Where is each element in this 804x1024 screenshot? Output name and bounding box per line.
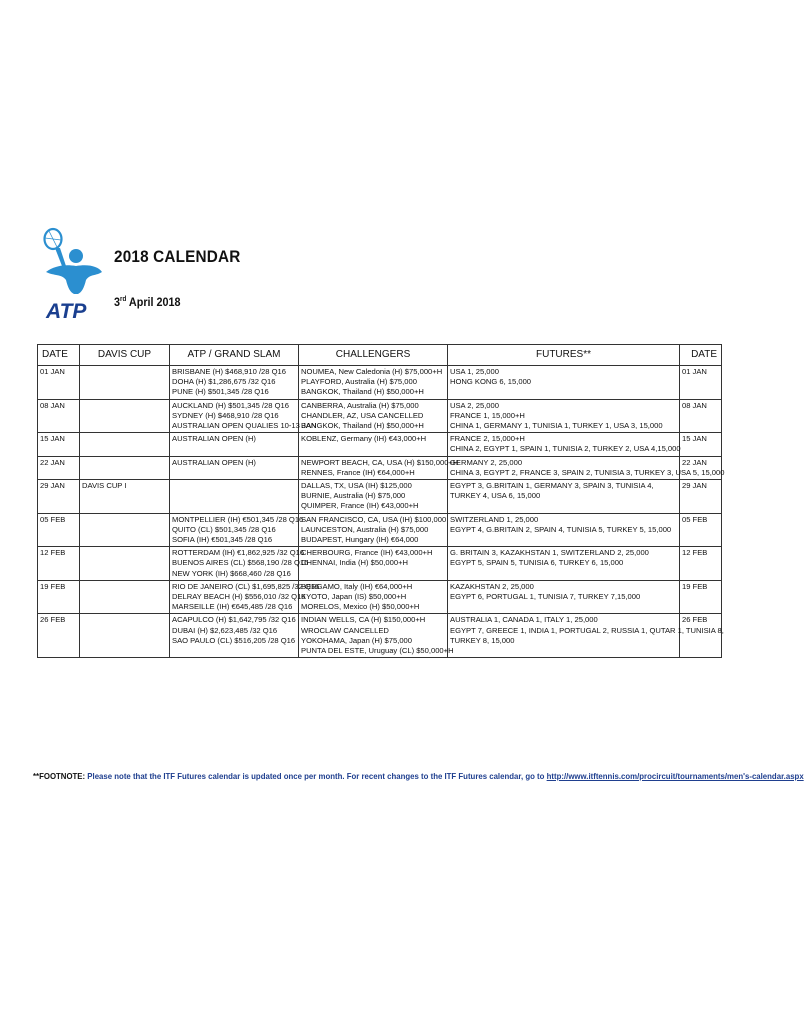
cell-davis-cup-line: DAVIS CUP I <box>82 481 127 491</box>
cell-atp-grand-slam-line: ROTTERDAM (IH) €1,862,925 /32 Q16 <box>172 548 305 558</box>
cell-davis-cup <box>80 513 170 547</box>
cell-challengers <box>299 433 448 456</box>
cell-futures <box>448 433 680 456</box>
cell-atp-grand-slam <box>170 433 299 456</box>
cell-futures-line: USA 1, 25,000 <box>450 367 499 376</box>
cell-futures-line: EGYPT 7, GREECE 1, INDIA 1, PORTUGAL 2, RUSSIA 1, QUTAR 1, TUNISIA 8, <box>450 625 724 635</box>
cell-atp-grand-slam-line: AUSTRALIAN OPEN QUALIES 10-13 JAN <box>172 421 317 431</box>
footnote <box>33 771 804 781</box>
cell-challengers-line: DALLAS, TX, USA (IH) $125,000 <box>301 481 412 491</box>
atp-logo-text: ATP <box>46 300 87 323</box>
cell-atp-grand-slam-line: DELRAY BEACH (H) $556,010 /32 Q16 <box>172 592 306 602</box>
cell-date-right: 29 JAN <box>680 480 722 514</box>
cell-date-right: 15 JAN <box>680 433 722 456</box>
cell-futures-line: CHINA 3, EGYPT 2, FRANCE 3, SPAIN 2, TUNISIA 3, TURKEY 3, USA 5, 15,000 <box>450 467 725 477</box>
table-header-row <box>38 345 722 366</box>
cell-date-right: 22 JAN <box>680 456 722 479</box>
cell-futures-line: TURKEY 4, USA 6, 15,000 <box>450 491 541 501</box>
cell-challengers-line: PLAYFORD, Australia (H) $75,000 <box>301 377 417 387</box>
table-row <box>38 614 722 658</box>
col-header-date: DATE <box>38 345 80 366</box>
date-rest: April 2018 <box>126 295 181 309</box>
cell-date: 26 FEB <box>38 614 80 658</box>
cell-challengers-line: SAN FRANCISCO, CA, USA (IH) $100,000 <box>301 514 447 524</box>
cell-atp-grand-slam-line: NEW YORK (IH) $668,460 /28 Q16 <box>172 568 291 578</box>
cell-challengers-line: RENNES, France (IH) €64,000+H <box>301 467 415 477</box>
cell-challengers-line: QUIMPER, France (IH) €43,000+H <box>301 501 419 511</box>
page-title: 2018 CALENDAR <box>114 247 241 266</box>
cell-futures-line: G. BRITAIN 3, KAZAKHSTAN 1, SWITZERLAND 2, 25,000 <box>450 548 649 558</box>
cell-challengers-line: MORELOS, Mexico (H) $50,000+H <box>301 602 420 612</box>
cell-challengers <box>299 547 448 581</box>
table-row <box>38 366 722 400</box>
cell-date: 01 JAN <box>38 366 80 400</box>
cell-challengers-line: BUDAPEST, Hungary (IH) €64,000 <box>301 535 419 545</box>
cell-challengers-line: WROCLAW CANCELLED <box>301 625 389 635</box>
cell-challengers-line: CHENNAI, India (H) $50,000+H <box>301 558 408 568</box>
cell-atp-grand-slam-line: DOHA (H) $1,286,675 /32 Q16 <box>172 377 276 387</box>
cell-futures-line: CHINA 2, EGYPT 1, SPAIN 1, TUNISIA 2, TURKEY 2, USA 4,15,000 <box>450 444 681 454</box>
col-header-atp-grand-slam: ATP / GRAND SLAM <box>170 345 299 366</box>
cell-atp-grand-slam <box>170 366 299 400</box>
cell-atp-grand-slam-line: MONTPELLIER (IH) €501,345 /28 Q16 <box>172 514 304 524</box>
cell-challengers-line: KYOTO, Japan (IS) $50,000+H <box>301 592 407 602</box>
cell-atp-grand-slam <box>170 480 299 514</box>
calendar-table <box>37 344 725 658</box>
cell-futures <box>448 547 680 581</box>
cell-davis-cup <box>80 366 170 400</box>
cell-atp-grand-slam <box>170 614 299 658</box>
footnote-label: **FOOTNOTE: <box>33 771 86 781</box>
date-suffix: rd <box>120 296 127 303</box>
cell-challengers-line: LAUNCESTON, Australia (H) $75,000 <box>301 524 429 534</box>
cell-date: 05 FEB <box>38 513 80 547</box>
cell-atp-grand-slam-line: AUSTRALIAN OPEN (H) <box>172 457 256 467</box>
table-row <box>38 480 722 514</box>
cell-date-right: 01 JAN <box>680 366 722 400</box>
cell-challengers <box>299 614 454 658</box>
cell-futures-line: SWITZERLAND 1, 25,000 <box>450 514 539 524</box>
cell-challengers-line: YOKOHAMA, Japan (H) $75,000 <box>301 635 413 645</box>
col-header-davis-cup: DAVIS CUP <box>80 345 170 366</box>
cell-davis-cup <box>80 399 170 433</box>
cell-atp-grand-slam-line: BRISBANE (H) $468,910 /28 Q16 <box>172 367 286 376</box>
cell-futures-line: EGYPT 3, G.BRITAIN 1, GERMANY 3, SPAIN 3, TUNISIA 4, <box>450 481 654 491</box>
cell-date-right: 26 FEB <box>680 614 722 658</box>
cell-futures-line: FRANCE 2, 15,000+H <box>450 434 525 444</box>
cell-davis-cup <box>80 580 170 614</box>
cell-challengers-line: INDIAN WELLS, CA (H) $150,000+H <box>301 615 426 625</box>
tennis-player-icon <box>45 229 103 294</box>
cell-challengers <box>299 399 448 433</box>
cell-futures <box>448 580 680 614</box>
calendar-body <box>38 366 725 658</box>
col-header-challengers: CHALLENGERS <box>299 345 448 366</box>
itf-calendar-link[interactable]: http://www.itftennis.com/procircuit/tournaments/men's-calendar.aspx <box>546 771 804 781</box>
table-row <box>38 580 722 614</box>
cell-atp-grand-slam <box>170 513 304 547</box>
cell-futures-line: KAZAKHSTAN 2, 25,000 <box>450 581 534 591</box>
cell-atp-grand-slam-line: DUBAI (H) $2,623,485 /32 Q16 <box>172 625 278 635</box>
cell-futures-line: GERMANY 2, 25,000 <box>450 457 523 467</box>
cell-atp-grand-slam-line: ACAPULCO (H) $1,642,795 /32 Q16 <box>172 615 296 625</box>
cell-futures-line: EGYPT 5, SPAIN 5, TUNISIA 6, TURKEY 6, 15,000 <box>450 558 624 568</box>
cell-futures <box>448 366 680 400</box>
cell-atp-grand-slam-line: PUNE (H) $501,345 /28 Q16 <box>172 387 269 397</box>
cell-challengers <box>299 366 448 400</box>
cell-futures <box>448 513 680 547</box>
cell-futures-line: FRANCE 1, 15,000+H <box>450 410 525 420</box>
table-row <box>38 399 722 433</box>
cell-futures-line: EGYPT 4, G.BRITAIN 2, SPAIN 4, TUNISIA 5, TURKEY 5, 15,000 <box>450 524 672 534</box>
table-row <box>38 433 722 456</box>
table-row <box>38 456 722 479</box>
cell-challengers-line: NOUMEA, New Caledonia (H) $75,000+H <box>301 367 443 376</box>
cell-challengers-line: BANGKOK, Thailand (H) $50,000+H <box>301 421 424 431</box>
cell-davis-cup <box>80 614 170 658</box>
date-day: 3 <box>114 295 121 309</box>
cell-date: 19 FEB <box>38 580 80 614</box>
page-date <box>114 295 181 309</box>
cell-challengers <box>299 480 448 514</box>
cell-date-right: 12 FEB <box>680 547 722 581</box>
cell-date-right: 05 FEB <box>680 513 722 547</box>
cell-atp-grand-slam-line: SOFIA (IH) €501,345 /28 Q16 <box>172 535 273 545</box>
cell-challengers-line: KOBLENZ, Germany (IH) €43,000+H <box>301 434 427 444</box>
cell-date-right: 08 JAN <box>680 399 722 433</box>
cell-atp-grand-slam-line: MARSEILLE (IH) €645,485 /28 Q16 <box>172 602 293 612</box>
cell-date-right: 19 FEB <box>680 580 722 614</box>
cell-atp-grand-slam <box>170 399 317 433</box>
cell-challengers-line: BANGKOK, Thailand (H) $50,000+H <box>301 387 424 397</box>
cell-atp-grand-slam-line: QUITO (CL) $501,345 /28 Q16 <box>172 524 276 534</box>
cell-futures-line: AUSTRALIA 1, CANADA 1, ITALY 1, 25,000 <box>450 615 598 625</box>
cell-challengers-line: PUNTA DEL ESTE, Uruguay (CL) $50,000+H <box>301 646 454 656</box>
cell-challengers <box>299 513 448 547</box>
cell-futures <box>448 480 680 514</box>
cell-futures-line: EGYPT 6, PORTUGAL 1, TUNISIA 7, TURKEY 7,15,000 <box>450 592 641 602</box>
cell-atp-grand-slam-line: RIO DE JANEIRO (CL) $1,695,825 /32 Q16 <box>172 581 320 591</box>
cell-challengers-line: CANBERRA, Australia (H) $75,000 <box>301 400 419 410</box>
table-row <box>38 547 722 581</box>
col-header-futures: FUTURES** <box>448 345 680 366</box>
footnote-text: Please note that the ITF Futures calendar is updated once per month. For recent changes to the ITF Futures calendar, go to <box>85 771 547 781</box>
cell-davis-cup <box>80 433 170 456</box>
cell-atp-grand-slam-line: AUCKLAND (H) $501,345 /28 Q16 <box>172 400 289 410</box>
cell-challengers-line: BURNIE, Australia (H) $75,000 <box>301 491 406 501</box>
cell-challengers-line: BERGAMO, Italy (IH) €64,000+H <box>301 581 413 591</box>
cell-date: 12 FEB <box>38 547 80 581</box>
cell-davis-cup <box>80 547 170 581</box>
cell-date: 15 JAN <box>38 433 80 456</box>
cell-atp-grand-slam-line: BUENOS AIRES (CL) $568,190 /28 Q16 <box>172 558 309 568</box>
cell-challengers <box>299 456 459 479</box>
cell-futures-line: HONG KONG 6, 15,000 <box>450 377 532 387</box>
cell-challengers <box>299 580 448 614</box>
cell-challengers-line: NEWPORT BEACH, CA, USA (H) $150,000+H <box>301 457 459 467</box>
cell-challengers-line: CHANDLER, AZ, USA CANCELLED <box>301 410 424 420</box>
col-header-date-right: DATE <box>680 345 722 366</box>
cell-atp-grand-slam <box>170 580 320 614</box>
cell-atp-grand-slam-line: SAO PAULO (CL) $516,205 /28 Q16 <box>172 635 296 645</box>
table-row <box>38 513 722 547</box>
cell-date: 22 JAN <box>38 456 80 479</box>
cell-atp-grand-slam-line: AUSTRALIAN OPEN (H) <box>172 434 256 444</box>
cell-atp-grand-slam-line: SYDNEY (H) $468,910 /28 Q16 <box>172 410 279 420</box>
cell-challengers-line: CHERBOURG, France (IH) €43,000+H <box>301 548 433 558</box>
cell-date: 08 JAN <box>38 399 80 433</box>
cell-atp-grand-slam <box>170 456 299 479</box>
cell-davis-cup <box>80 456 170 479</box>
cell-futures <box>448 399 680 433</box>
atp-logo <box>40 226 108 322</box>
cell-atp-grand-slam <box>170 547 309 581</box>
cell-futures-line: CHINA 1, GERMANY 1, TUNISIA 1, TURKEY 1, USA 3, 15,000 <box>450 421 663 431</box>
cell-futures-line: TURKEY 8, 15,000 <box>450 635 515 645</box>
cell-davis-cup <box>80 480 170 514</box>
cell-date: 29 JAN <box>38 480 80 514</box>
cell-futures-line: USA 2, 25,000 <box>450 400 499 410</box>
